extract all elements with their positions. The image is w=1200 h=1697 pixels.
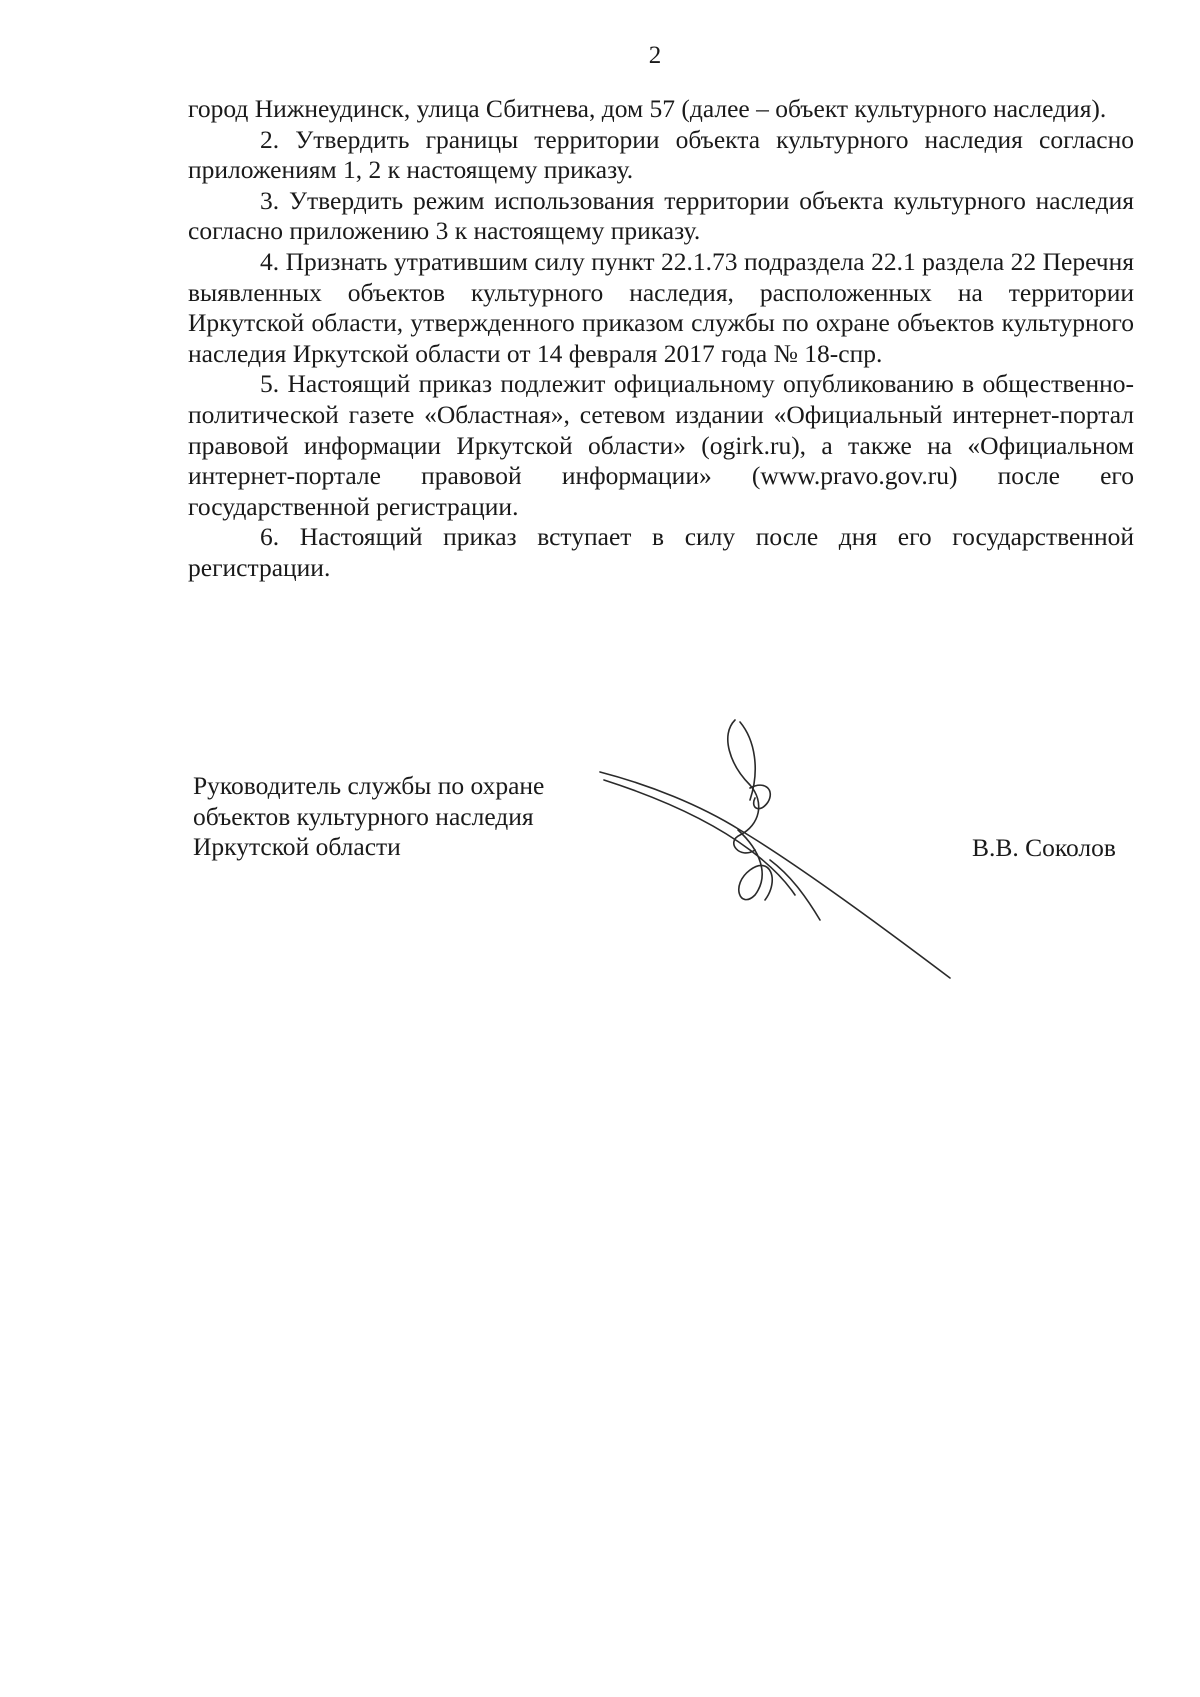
signatory-position-line: Руководитель службы по охране	[193, 771, 545, 800]
paragraph-item-2: 2. Утвердить границы территории объекта культурного наследия согласно приложениям 1, 2 к настоящему приказу.	[188, 124, 1134, 185]
document-body	[188, 94, 1134, 584]
paragraph-1-continuation: город Нижнеудинск, улица Сбитнева, дом 57 (далее – объект культурного наследия).	[188, 94, 1107, 123]
handwritten-signature	[590, 710, 970, 990]
signatory-position	[193, 771, 544, 863]
signatory-name: В.В. Соколов	[972, 833, 1116, 862]
signatory-position-line: Иркутской области	[193, 832, 401, 862]
signatory-position-line: объектов культурного наследия	[193, 801, 534, 831]
paragraph-item-4: 4. Признать утратившим силу пункт 22.1.73 подраздела 22.1 раздела 22 Перечня выявленных объектов культурного наследия, расположенных на территории Иркутской области, утвержденного приказом службы по охране объектов культурного наследия Иркутской области от 14 февраля 2017 года № 18-спр.	[188, 246, 1134, 368]
paragraph-item-3: 3. Утвердить режим использования территории объекта культурного наследия согласно приложению 3 к настоящему приказу.	[188, 185, 1134, 246]
page-number: 2	[648, 42, 662, 69]
paragraph-item-6: 6. Настоящий приказ вступает в силу после дня его государственной регистрации.	[188, 522, 1134, 582]
paragraph-item-5: 5. Настоящий приказ подлежит официальному опубликованию в общественно-политической газете «Областная», сетевом издании «Официальный интернет-портал правовой информации Иркутской области» (ogirk.ru), а также на «Официальном интернет-портале правовой информации» (www.pravo.gov.ru) после его государственной регистрации.	[188, 369, 1134, 521]
